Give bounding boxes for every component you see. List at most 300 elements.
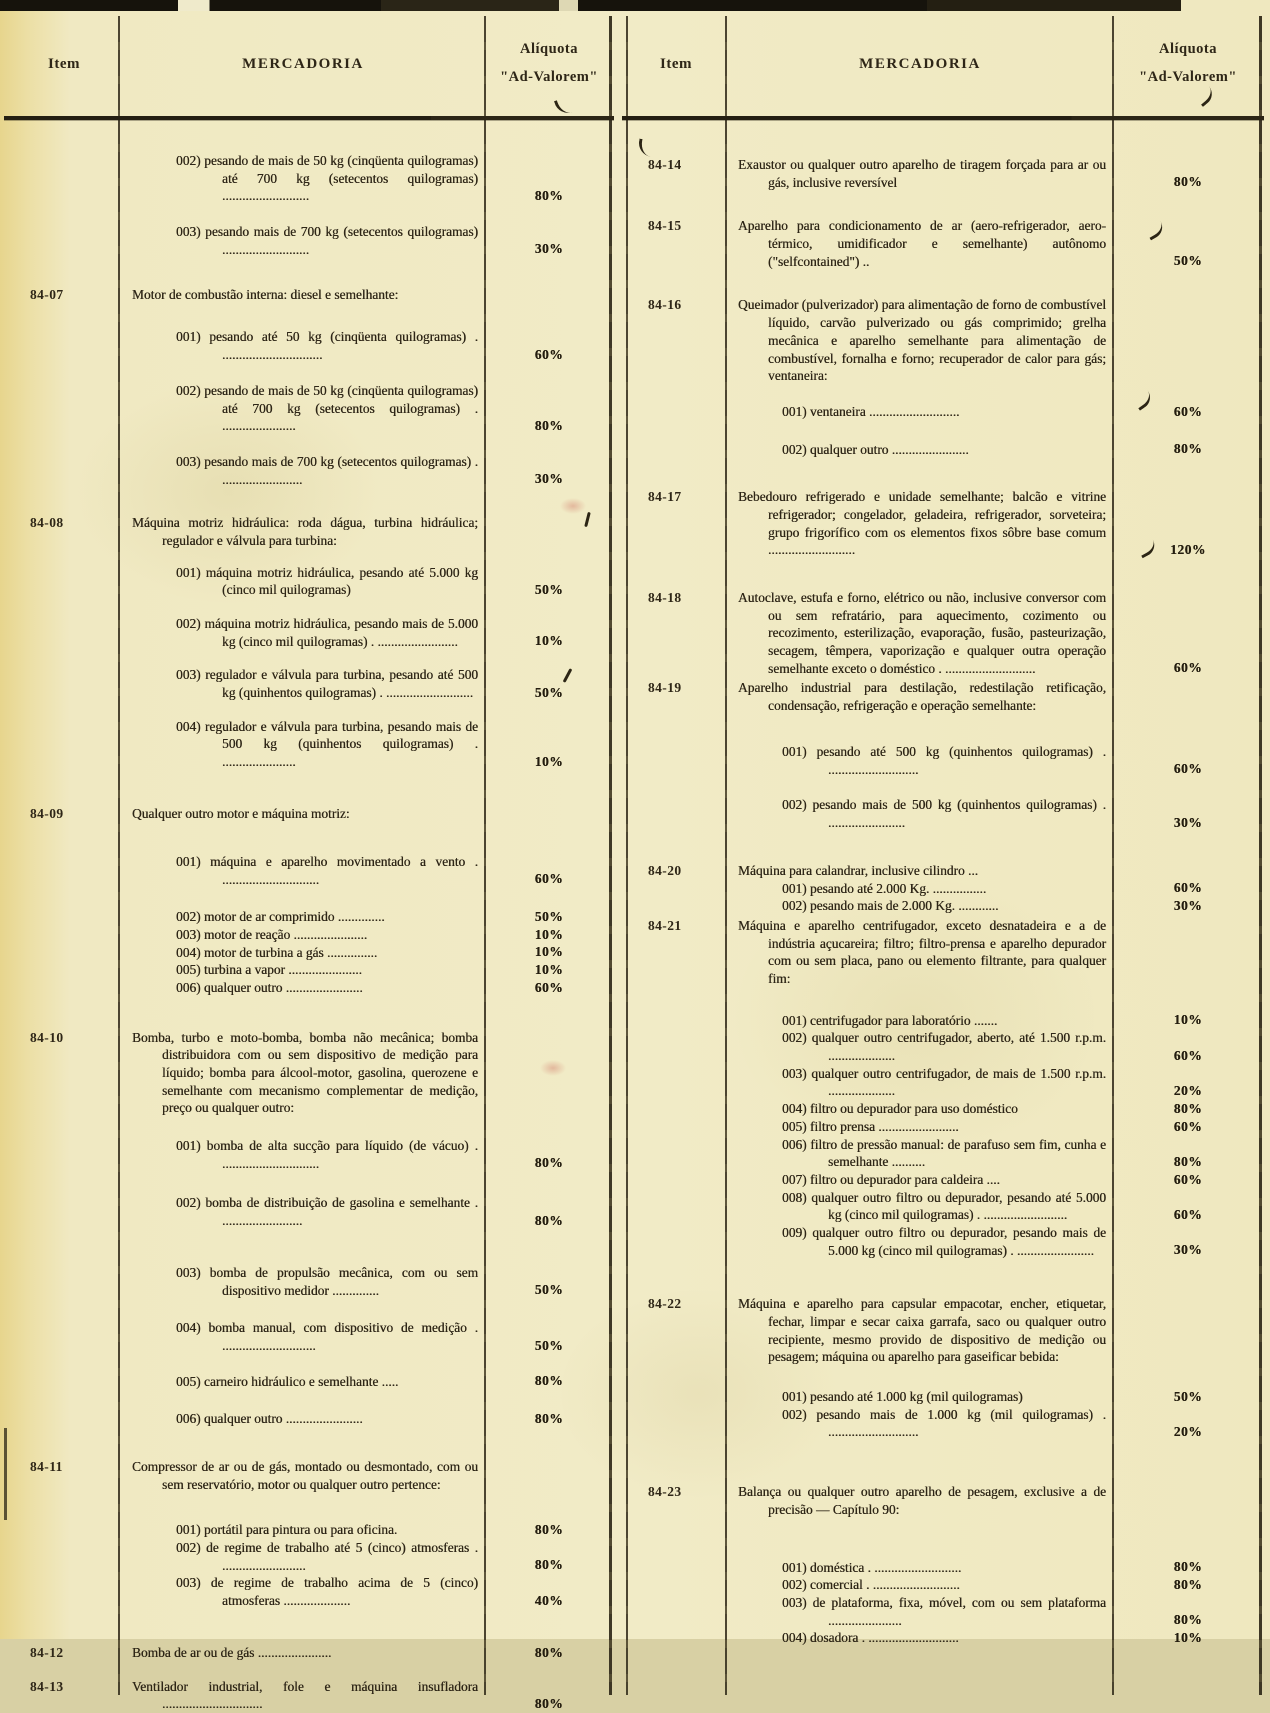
mercadoria-description: 002) pesando mais de 1.000 kg (mil quilogramas) . ........................... (782, 1406, 1106, 1440)
mercadoria-description: 001) máquina e aparelho movimentado a vento . ............................. (176, 853, 478, 887)
tariff-subitem-row (8, 1194, 612, 1229)
mercadoria-cell (120, 961, 486, 979)
aliquota-cell (1114, 488, 1262, 559)
mercadoria-cell (120, 1458, 486, 1493)
item-code-cell (8, 979, 120, 997)
aliquota-cell (486, 564, 612, 599)
aliquota-cell (1114, 917, 1262, 988)
mercadoria-description: Qualquer outro motor e máquina motriz: (132, 805, 350, 821)
mercadoria-description: 004) filtro ou depurador para uso doméstico (782, 1101, 1018, 1117)
aliquota-rate: 60% (1173, 1206, 1203, 1222)
tariff-subitem-row (8, 1373, 612, 1391)
mercadoria-description: 008) qualquer outro filtro ou depurador, pesando até 5.000 kg (cinco mil quilogramas) . ......................... (782, 1189, 1106, 1223)
aliquota-rate: 50% (534, 1337, 564, 1353)
item-code-cell (626, 1100, 726, 1118)
item-code-cell (8, 1137, 120, 1172)
mercadoria-cell (726, 1189, 1114, 1224)
aliquota-rate: 30% (1173, 814, 1203, 830)
tariff-subitem-row (626, 1189, 1262, 1224)
mercadoria-cell (726, 679, 1114, 714)
mercadoria-cell (726, 917, 1114, 988)
item-code-cell (626, 1388, 726, 1406)
mercadoria-description: Bebedouro refrigerado e unidade semelhante; balcão e vitrine refrigerador; congelador, geladeira, refrigerador, sorveteira; grupo frigorífico com os elementos fixos sôbre base comum .......................... (738, 489, 1106, 558)
mercadoria-cell (120, 926, 486, 944)
tariff-subitem-row (626, 880, 1262, 898)
aliquota-cell (1114, 1100, 1262, 1118)
mercadoria-cell (120, 1137, 486, 1172)
item-code: 84-22 (648, 1296, 682, 1312)
mercadoria-description: 002) máquina motriz hidráulica, pesando mais de 5.000 kg (cinco mil quilogramas) . ........................ (176, 616, 478, 649)
aliquota-cell (1114, 1594, 1262, 1629)
aliquota-line1: Alíquota (520, 41, 578, 58)
mercadoria-description: Máquina e aparelho para capsular empacotar, encher, etiquetar, fechar, limpar e secar caixa garrafa, saco ou qualquer outro recipiente, mesmo provido de dispositivo de medição ou pesagem; máquina ou aparelho para gaseificar bebida: (738, 1296, 1106, 1365)
tariff-subitem-row (8, 718, 612, 771)
item-code-cell (8, 1029, 120, 1117)
mercadoria-description: 006) qualquer outro ....................... (176, 979, 363, 995)
item-code-cell (8, 666, 120, 701)
tariff-subitem-row (8, 1539, 612, 1574)
item-code-cell (626, 1483, 726, 1518)
mercadoria-description: 001) centrifugador para laboratório ....... (782, 1012, 998, 1028)
aliquota-cell (1114, 880, 1262, 898)
tariff-subitem-row (626, 1100, 1262, 1118)
aliquota-cell (1114, 1559, 1262, 1577)
mercadoria-cell (726, 1559, 1114, 1577)
mercadoria-cell (726, 1594, 1114, 1629)
mercadoria-cell (726, 1012, 1114, 1030)
tariff-item-row (626, 156, 1262, 191)
tariff-subitem-row (626, 1224, 1262, 1259)
mercadoria-cell (120, 286, 486, 304)
item-code-cell (626, 296, 726, 384)
mercadoria-description: 005) turbina a vapor ...................... (176, 962, 362, 978)
aliquota-cell (486, 1264, 612, 1299)
aliquota-rate: 30% (1173, 897, 1203, 913)
mercadoria-cell (726, 488, 1114, 559)
item-code-cell (8, 564, 120, 599)
item-code-cell (8, 944, 120, 962)
mercadoria-cell (120, 382, 486, 435)
tariff-subitem-row (626, 1406, 1262, 1441)
item-code: 84-14 (648, 157, 682, 172)
aliquota-cell (1114, 217, 1262, 270)
aliquota-rate: 20% (1173, 1424, 1203, 1440)
mercadoria-description: 001) máquina motriz hidráulica, pesando até 5.000 kg (cinco mil quilogramas) (176, 564, 478, 598)
aliquota-cell (1114, 796, 1262, 831)
tariff-subitem-row (8, 1410, 612, 1428)
item-code: 84-07 (30, 287, 64, 303)
item-code-cell (626, 156, 726, 191)
mercadoria-cell (726, 1629, 1114, 1647)
aliquota-line1: Alíquota (1159, 41, 1217, 58)
aliquota-cell (1114, 1295, 1262, 1366)
tariff-subitem-row (8, 1574, 612, 1609)
aliquota-cell (1114, 1029, 1262, 1064)
mercadoria-cell (726, 862, 1114, 880)
mercadoria-description: Autoclave, estufa e forno, elétrico ou não, inclusive conversor com ou sem refratário, para aquecimento, cozimento ou recozimento, esterilização, evaporação, fusão, pasteurização, secagem, têmpera, vaporização e qualquer outra operação semelhante exceto o doméstico . ........................... (738, 590, 1106, 676)
item-code-cell (626, 1576, 726, 1594)
aliquota-cell (486, 961, 612, 979)
item-code-cell (626, 403, 726, 421)
item-code-cell (626, 1594, 726, 1629)
item-code-cell (8, 514, 120, 549)
item-code-cell (8, 1458, 120, 1493)
mercadoria-description: 001) ventaneira ........................... (782, 403, 960, 419)
mercadoria-cell (726, 1576, 1114, 1594)
aliquota-cell (1114, 1629, 1262, 1647)
mercadoria-cell (120, 1678, 486, 1713)
tariff-item-row (8, 514, 612, 549)
item-code: 84-17 (648, 489, 682, 505)
item-code-cell (8, 1521, 120, 1539)
mercadoria-cell (120, 1410, 486, 1428)
tariff-subitem-row (8, 1319, 612, 1354)
aliquota-rate: 80% (534, 1373, 564, 1389)
mercadoria-cell (726, 296, 1114, 384)
mercadoria-description: Queimador (pulverizador) para alimentação de forno de combustível líquido, carvão pulverizado ou gás comprimido; grelha mecânica e aparelho semelhante para alimentação de combustível, fornalha e forno; recuperador de calor para gás; ventaneira: (738, 297, 1106, 384)
mercadoria-cell (726, 1118, 1114, 1136)
item-code-cell (8, 1319, 120, 1354)
mercadoria-cell (120, 1319, 486, 1354)
column-header-aliquota (486, 36, 612, 91)
aliquota-cell (486, 223, 612, 258)
item-code-cell (626, 217, 726, 270)
aliquota-cell (1114, 679, 1262, 714)
item-code-cell (626, 1406, 726, 1441)
mercadoria-cell (726, 880, 1114, 898)
aliquota-cell (1114, 156, 1262, 191)
item-code-cell (626, 1029, 726, 1064)
item-code: 84-12 (30, 1644, 64, 1660)
aliquota-rate: 80% (534, 1644, 564, 1660)
tariff-subitem-row (8, 152, 612, 205)
tariff-subitem-row (626, 897, 1262, 915)
tariff-table-left (8, 16, 612, 1713)
tariff-subitem-row (626, 1576, 1262, 1594)
item-code-cell (8, 805, 120, 823)
aliquota-cell (1114, 743, 1262, 778)
item-code-cell (8, 961, 120, 979)
aliquota-rate: 40% (534, 1592, 564, 1608)
tariff-subitem-row (626, 1629, 1262, 1647)
column-header-item: Item (660, 55, 692, 72)
item-code-cell (8, 1644, 120, 1662)
mercadoria-cell (120, 152, 486, 205)
mercadoria-cell (726, 217, 1114, 270)
aliquota-cell (486, 1574, 612, 1609)
aliquota-cell (1114, 1171, 1262, 1189)
item-code-cell (8, 1373, 120, 1391)
mercadoria-description: 004) regulador e válvula para turbina, pesando mais de 500 kg (quinhentos quilogramas) . ...................... (176, 718, 478, 770)
item-code: 84-09 (30, 805, 64, 821)
item-code-cell (626, 1189, 726, 1224)
item-code-cell (8, 286, 120, 304)
mercadoria-cell (120, 1194, 486, 1229)
tariff-subitem-row (626, 1065, 1262, 1100)
mercadoria-description: 004) motor de turbina a gás ............... (176, 944, 378, 960)
tariff-item-row (626, 917, 1262, 988)
tariff-item-row (8, 1029, 612, 1117)
aliquota-rate: 80% (534, 1410, 564, 1426)
mercadoria-description: 001) pesando até 1.000 kg (mil quilogramas) (782, 1389, 1023, 1405)
mercadoria-cell (120, 615, 486, 650)
item-code-cell (8, 1574, 120, 1609)
mercadoria-description: Compressor de ar ou de gás, montado ou desmontado, com ou sem reservatório, motor ou qualquer outro pertence: (132, 1458, 478, 1492)
mercadoria-description: Máquina para calandrar, inclusive cilindro ... (738, 862, 979, 878)
aliquota-cell (1114, 897, 1262, 915)
tariff-subitem-row (626, 796, 1262, 831)
aliquota-cell (486, 853, 612, 888)
item-code-cell (626, 1012, 726, 1030)
tariff-subitem-row (626, 743, 1262, 778)
tariff-subitem-row (626, 1136, 1262, 1171)
aliquota-cell (1114, 862, 1262, 880)
tariff-item-row (626, 296, 1262, 384)
mercadoria-cell (726, 1224, 1114, 1259)
tariff-subitem-row (626, 1171, 1262, 1189)
mercadoria-cell (120, 718, 486, 771)
aliquota-rate: 80% (534, 1155, 564, 1171)
tariff-subitem-row (8, 382, 612, 435)
tariff-subitem-row (626, 1012, 1262, 1030)
tariff-subitem-row (8, 926, 612, 944)
mercadoria-description: 002) qualquer outro ....................... (782, 441, 969, 457)
aliquota-cell (1114, 1224, 1262, 1259)
item-code: 84-11 (30, 1458, 63, 1474)
item-code-cell (626, 1559, 726, 1577)
aliquota-cell (486, 944, 612, 962)
item-code: 84-23 (648, 1484, 682, 1500)
column-header-aliquota (1114, 36, 1262, 91)
mercadoria-description: 003) qualquer outro centrifugador, de mais de 1.500 r.p.m. .................... (782, 1065, 1106, 1099)
mercadoria-cell (726, 441, 1114, 459)
aliquota-rate: 10% (534, 753, 564, 769)
mercadoria-cell (120, 1029, 486, 1117)
mercadoria-description: 006) qualquer outro ....................... (176, 1411, 363, 1427)
aliquota-rate: 80% (1173, 1612, 1203, 1628)
tariff-item-row (8, 1458, 612, 1493)
mercadoria-cell (120, 1521, 486, 1539)
aliquota-rate: 50% (534, 582, 564, 597)
aliquota-cell (1114, 1189, 1262, 1224)
item-code-cell (626, 1065, 726, 1100)
aliquota-cell (486, 1539, 612, 1574)
item-code-cell (8, 926, 120, 944)
aliquota-cell (1114, 589, 1262, 677)
aliquota-rate: 80% (534, 417, 564, 433)
tariff-item-row (626, 1483, 1262, 1518)
aliquota-rate: 60% (534, 979, 564, 995)
mercadoria-description: 003) bomba de propulsão mecânica, com ou sem dispositivo medidor .............. (176, 1264, 478, 1298)
mercadoria-description: 005) filtro prensa ........................ (782, 1118, 959, 1134)
item-code-cell (8, 853, 120, 888)
column-header-mercadoria: MERCADORIA (859, 55, 981, 72)
aliquota-cell (486, 926, 612, 944)
mercadoria-description: 001) bomba de alta sucção para líquido (de vácuo) . ............................. (176, 1138, 478, 1171)
item-code: 84-16 (648, 297, 682, 313)
item-code-cell (626, 862, 726, 880)
aliquota-cell (486, 1458, 612, 1493)
item-code: 84-10 (30, 1029, 64, 1045)
tariff-item-row (8, 286, 612, 304)
aliquota-rate: 60% (1173, 1047, 1203, 1063)
aliquota-cell (486, 1644, 612, 1662)
mercadoria-description: Máquina motriz hidráulica: roda dágua, turbina hidráulica; regulador e válvula para turbina: (132, 515, 478, 548)
aliquota-rate: 30% (534, 241, 564, 257)
aliquota-rate: 80% (1173, 174, 1203, 190)
tariff-subitem-row (626, 1118, 1262, 1136)
mercadoria-cell (120, 1373, 486, 1391)
item-code-cell (626, 917, 726, 988)
aliquota-cell (486, 382, 612, 435)
tariff-subitem-row (8, 944, 612, 962)
aliquota-cell (486, 286, 612, 304)
item-code-cell (8, 1678, 120, 1713)
item-code-cell (626, 897, 726, 915)
mercadoria-description: 005) carneiro hidráulico e semelhante ..... (176, 1373, 399, 1389)
item-code-cell (626, 743, 726, 778)
aliquota-cell (486, 1029, 612, 1117)
item-code-cell (8, 718, 120, 771)
mercadoria-cell (120, 564, 486, 599)
item-code: 84-13 (30, 1678, 64, 1694)
mercadoria-cell (120, 853, 486, 888)
aliquota-cell (486, 615, 612, 650)
aliquota-rate: 60% (1173, 660, 1203, 676)
mercadoria-cell (726, 1483, 1114, 1518)
mercadoria-description: 002) pesando mais de 2.000 Kg. ............ (782, 898, 999, 914)
mercadoria-description: Exaustor ou qualquer outro aparelho de tiragem forçada para ar ou gás, inclusive reversível (738, 157, 1106, 190)
aliquota-cell (486, 1678, 612, 1713)
aliquota-rate: 80% (534, 1522, 564, 1537)
mercadoria-cell (726, 1171, 1114, 1189)
mercadoria-cell (726, 796, 1114, 831)
aliquota-rate: 80% (1173, 441, 1203, 457)
mercadoria-description: 007) filtro ou depurador para caldeira .... (782, 1171, 1000, 1187)
tariff-table-right (626, 16, 1262, 1713)
item-code: 84-18 (648, 590, 682, 605)
item-code-cell (626, 1118, 726, 1136)
item-code-cell (8, 1539, 120, 1574)
item-code: 84-08 (30, 515, 64, 531)
mercadoria-cell (726, 589, 1114, 677)
aliquota-rate: 80% (1173, 1153, 1203, 1169)
mercadoria-description: Aparelho para condicionamento de ar (aero-refrigerador, aero-térmico, umidificador e semelhante) autônomo ("selfcontained") .. (738, 218, 1106, 269)
item-code: 84-19 (648, 680, 682, 696)
mercadoria-description: 002) pesando mais de 500 kg (quinhentos quilogramas) . ....................... (782, 797, 1106, 830)
aliquota-rate: 10% (534, 926, 564, 942)
item-code: 84-20 (648, 862, 682, 878)
mercadoria-description: 002) de regime de trabalho até 5 (cinco) atmosferas . ......................... (176, 1540, 478, 1573)
tariff-item-row (626, 589, 1262, 677)
mercadoria-cell (726, 403, 1114, 421)
aliquota-cell (1114, 296, 1262, 384)
aliquota-cell (1114, 1136, 1262, 1171)
aliquota-rate: 30% (534, 471, 564, 487)
item-code-cell (8, 1264, 120, 1299)
aliquota-rate: 60% (1173, 1171, 1203, 1187)
item-code-cell (626, 488, 726, 559)
aliquota-rate: 120% (1170, 542, 1206, 557)
aliquota-rate: 80% (1173, 1559, 1203, 1575)
mercadoria-cell (726, 156, 1114, 191)
tariff-subitem-row (626, 1029, 1262, 1064)
table-body-right (626, 112, 1262, 1647)
item-code-cell (8, 382, 120, 435)
aliquota-rate: 10% (534, 633, 564, 649)
mercadoria-description: 001) pesando até 2.000 Kg. ................ (782, 880, 987, 896)
tariff-item-row (626, 217, 1262, 270)
aliquota-cell (486, 1373, 612, 1391)
mercadoria-cell (726, 743, 1114, 778)
aliquota-cell (1114, 1065, 1262, 1100)
tariff-item-row (626, 862, 1262, 880)
mercadoria-cell (120, 979, 486, 997)
aliquota-rate: 60% (1173, 880, 1203, 896)
mercadoria-cell (120, 1539, 486, 1574)
tariff-subitem-row (8, 453, 612, 488)
mercadoria-description: 002) bomba de distribuição de gasolina e semelhante . ........................ (176, 1195, 478, 1229)
tariff-subitem-row (8, 666, 612, 701)
item-code: 84-15 (648, 218, 682, 234)
item-code-cell (626, 880, 726, 898)
item-code-cell (626, 1224, 726, 1259)
aliquota-cell (486, 666, 612, 701)
aliquota-rate: 60% (1173, 403, 1203, 419)
aliquota-cell (486, 328, 612, 363)
tariff-subitem-row (626, 403, 1262, 421)
aliquota-cell (1114, 1118, 1262, 1136)
aliquota-line2: "Ad-Valorem" (1139, 69, 1237, 85)
mercadoria-description: Motor de combustão interna: diesel e semelhante: (132, 287, 399, 303)
aliquota-cell (1114, 1406, 1262, 1441)
mercadoria-description: 004) dosadora . ........................... (782, 1630, 959, 1646)
aliquota-line2: "Ad-Valorem" (500, 69, 598, 85)
mercadoria-description: 003) pesando mais de 700 kg (setecentos quilogramas) .......................... (176, 224, 478, 257)
item-code-cell (8, 1410, 120, 1428)
tariff-subitem-row (8, 223, 612, 258)
aliquota-rate: 50% (1173, 1388, 1203, 1404)
aliquota-rate: 80% (534, 1557, 564, 1573)
item-code-cell (8, 328, 120, 363)
item-code-cell (626, 1295, 726, 1366)
mercadoria-cell (120, 908, 486, 926)
mercadoria-description: 003) de regime de trabalho acima de 5 (cinco) atmosferas .................... (176, 1575, 478, 1609)
aliquota-rate: 60% (1173, 761, 1203, 777)
item-code-cell (626, 796, 726, 831)
mercadoria-cell (120, 944, 486, 962)
tariff-subitem-row (8, 853, 612, 888)
aliquota-rate: 30% (1173, 1242, 1203, 1258)
aliquota-cell (1114, 1483, 1262, 1518)
tariff-subitem-row (626, 441, 1262, 459)
mercadoria-description: 002) pesando de mais de 50 kg (cinqüenta quilogramas) até 700 kg (setecentos quilogramas) .......................... (176, 153, 478, 204)
tariff-subitem-row (626, 1388, 1262, 1406)
aliquota-rate: 80% (534, 1696, 564, 1712)
aliquota-rate: 60% (1173, 1118, 1203, 1134)
aliquota-rate: 50% (1173, 253, 1203, 269)
item-code-cell (8, 152, 120, 205)
mercadoria-description: Balança ou qualquer outro aparelho de pesagem, exclusive a de precisão — Capítulo 90: (738, 1484, 1106, 1517)
tariff-subitem-row (8, 328, 612, 363)
tariff-item-row (8, 1678, 612, 1713)
tariff-item-row (626, 679, 1262, 714)
tariff-item-row (8, 805, 612, 823)
aliquota-cell (486, 453, 612, 488)
tariff-subitem-row (8, 1521, 612, 1539)
item-code-cell (626, 589, 726, 677)
mercadoria-cell (120, 453, 486, 488)
